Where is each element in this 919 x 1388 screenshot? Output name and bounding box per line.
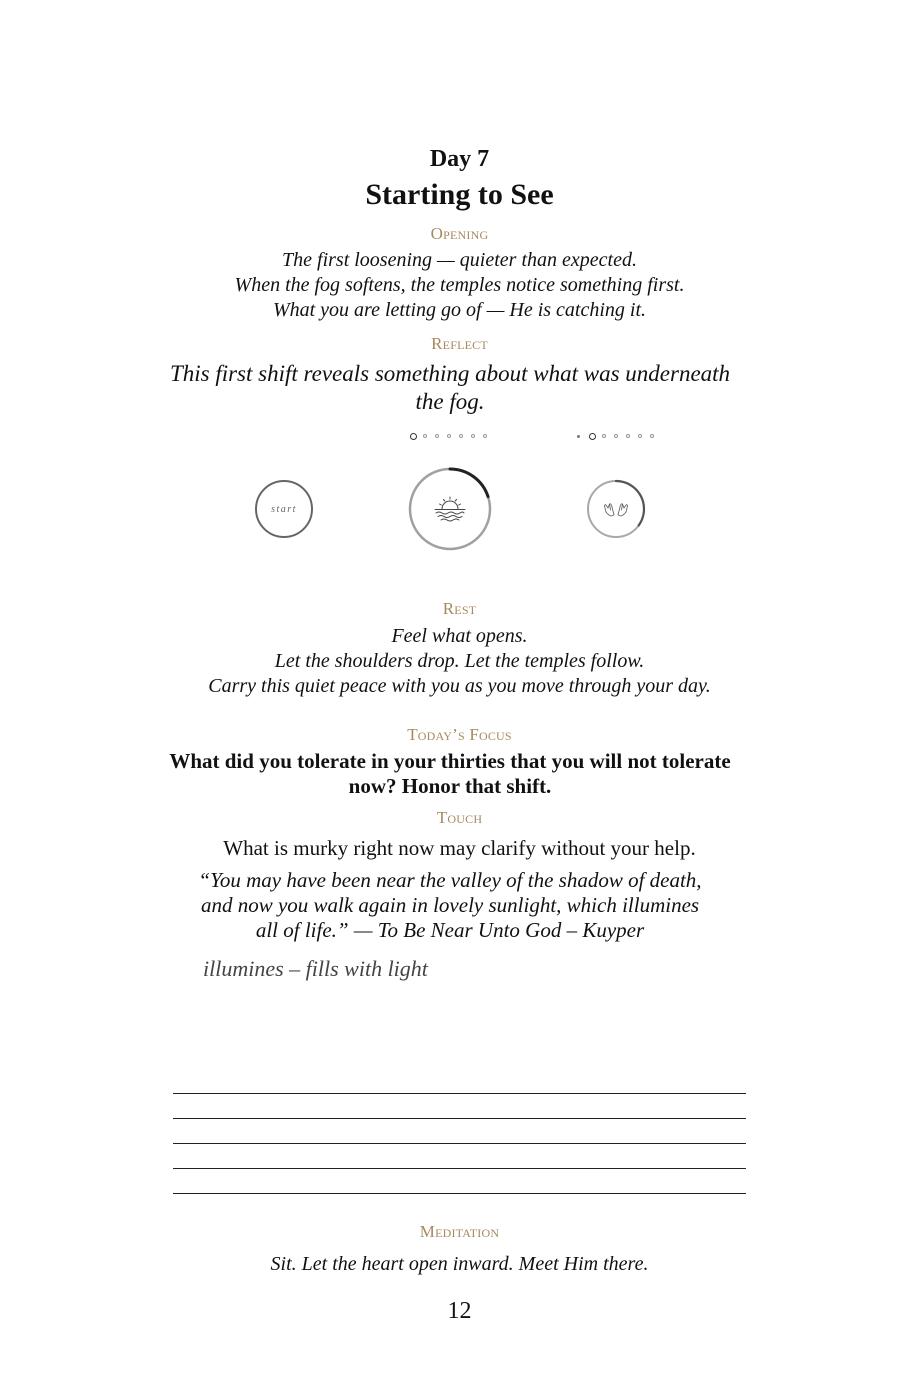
- word-gloss: illumines – fills with light: [203, 956, 428, 981]
- prayer-timer-button[interactable]: [584, 477, 648, 541]
- journal-line[interactable]: [173, 1118, 746, 1119]
- opening-line: When the fog softens, the temples notice something first.: [234, 274, 685, 296]
- pagination-dot[interactable]: [577, 435, 580, 438]
- quote-text: “You may have been near the valley of the shadow of death, and now you walk again in lovely sunlight, which illumines all of life.” — To Be Near Unto God – Kuyper: [198, 868, 702, 942]
- focus-text: What did you tolerate in your thirties that you will not tolerate now? Honor that shift.: [169, 749, 731, 798]
- start-button[interactable]: [255, 480, 313, 538]
- pagination-dot[interactable]: [614, 434, 618, 438]
- focus-label: Today’s Focus: [407, 725, 512, 744]
- pagination-dot[interactable]: [471, 434, 475, 438]
- journal-lines[interactable]: [173, 1093, 746, 1218]
- pagination-dot[interactable]: [602, 434, 606, 438]
- pagination-dot-active[interactable]: [410, 433, 417, 440]
- journal-line[interactable]: [173, 1093, 746, 1094]
- pagination-dot[interactable]: [459, 434, 463, 438]
- page-number: 12: [447, 1298, 472, 1324]
- reflect-text: This first shift reveals something about what was underneath the fog.: [169, 361, 731, 414]
- sunrise-over-water-icon: [435, 497, 465, 521]
- right-progress-ring: [584, 477, 648, 541]
- touch-label: Touch: [436, 808, 483, 827]
- journal-line[interactable]: [173, 1193, 746, 1194]
- praying-hands-icon: [605, 504, 628, 516]
- opening-text: [0, 248, 919, 323]
- center-progress-ring: [405, 464, 495, 554]
- pagination-dots-right[interactable]: [577, 431, 657, 443]
- opening-line: What you are letting go of — He is catching it.: [272, 299, 647, 321]
- rest-text: [0, 624, 919, 699]
- pagination-dot[interactable]: [423, 434, 427, 438]
- pagination-dot[interactable]: [650, 434, 654, 438]
- pagination-dot[interactable]: [483, 434, 487, 438]
- rest-line: Let the shoulders drop. Let the temples follow.: [274, 650, 645, 672]
- pagination-dot-active[interactable]: [589, 433, 596, 440]
- journal-line[interactable]: [173, 1168, 746, 1169]
- journal-line[interactable]: [173, 1143, 746, 1144]
- opening-label: Opening: [430, 224, 489, 243]
- page-title: Starting to See: [365, 178, 554, 211]
- reflect-label: Reflect: [431, 334, 488, 353]
- rest-line: Carry this quiet peace with you as you move through your day.: [208, 675, 711, 697]
- pagination-dot[interactable]: [638, 434, 642, 438]
- rest-line: Feel what opens.: [391, 625, 528, 647]
- pagination-dot[interactable]: [626, 434, 630, 438]
- day-number: Day 7: [429, 146, 490, 172]
- start-label: start: [271, 503, 297, 515]
- touch-text: What is murky right now may clarify without your help.: [223, 836, 696, 860]
- breath-timer-button[interactable]: [405, 464, 495, 554]
- pagination-dot[interactable]: [435, 434, 439, 438]
- meditation-label: Meditation: [419, 1222, 500, 1241]
- opening-line: The first loosening — quieter than expected.: [282, 249, 637, 271]
- pagination-dot[interactable]: [447, 434, 451, 438]
- rest-label: Rest: [442, 599, 477, 618]
- meditation-text: Sit. Let the heart open inward. Meet Him there.: [270, 1253, 649, 1275]
- pagination-dots-left[interactable]: [410, 431, 490, 443]
